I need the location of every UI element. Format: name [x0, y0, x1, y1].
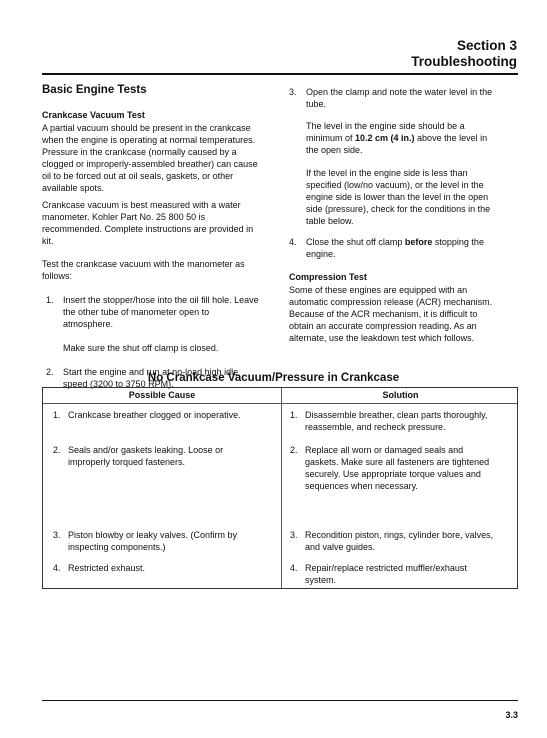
footer-rule — [42, 700, 518, 701]
solution-cell-4: 4. Repair/replace restricted muffler/exhaust system. — [290, 563, 467, 585]
solution-cell-1: 1. Disassemble breather, clean parts thoroughly, reassemble, and recheck pressure. — [290, 410, 488, 432]
page-number: 3.3 — [505, 710, 518, 720]
header-possible-cause: Possible Cause — [128, 390, 196, 400]
cause-cell-2: 2. Seals and/or gaskets leaking. Loose or improperly torqued fasteners. — [53, 445, 224, 467]
cause-cell-4: 4. Restricted exhaust. — [53, 563, 146, 573]
solution-cell-2: 2. Replace all worn or damaged seals and gaskets. Make sure all fasteners are tightened securely. Use appropriate torque values and sequences when necessary. — [290, 445, 490, 491]
step-1-note: Make sure the shut off clamp is closed. — [63, 343, 219, 353]
troubleshooting-table — [42, 387, 518, 589]
section-number: Section 3 — [456, 38, 517, 53]
step-3-low-level-note: If the level in the engine side is less than specified (low/no vacuum), or the level in the engine side is lower than the level in the open side (pressure), check for the conditions in the table below. — [306, 168, 491, 226]
paragraph-test-intro: Test the crankcase vacuum with the manometer as follows: — [42, 259, 245, 281]
step-3-level-note: The level in the engine side should be a minimum of 10.2 cm (4 in.) above the level in the open side. — [306, 121, 488, 155]
step-4: 4. Close the shut off clamp before stopping the engine. — [289, 237, 484, 259]
solution-cell-3: 3. Recondition piston, rings, cylinder bore, valves, and valve guides. — [290, 530, 494, 552]
step-2: 2. Start the engine and run at no-load high idle speed (3200 to 3750 RPM). — [46, 367, 239, 389]
subheading-compression-test: Compression Test — [289, 272, 367, 282]
column-divider — [281, 388, 282, 588]
header-rule — [42, 73, 518, 75]
step-1: 1. Insert the stopper/hose into the oil fill hole. Leave the other tube of manometer open to atmosphere. — [46, 295, 259, 329]
section-name: Troubleshooting — [411, 54, 517, 69]
paragraph-compression: Some of these engines are equipped with an automatic compression release (ACR) mechanism. Because of the ACR mechanism, it is difficult to obtain an accurate compression reading. As an alternate, use the leakdown test which follows. — [289, 285, 493, 343]
table-title: No Crankcase Vacuum/Pressure in Crankcase — [147, 372, 400, 384]
heading-basic-engine-tests: Basic Engine Tests — [42, 84, 147, 96]
step-3: 3. Open the clamp and note the water level in the tube. — [289, 87, 493, 109]
paragraph-partial-vacuum: A partial vacuum should be present in the crankcase when the engine is operating at normal temperatures. Pressure in the crankcase (normally caused by a clogged or improperly-assembled breather) can cause oil to be forced out at oil seals, gaskets, or other available spots. — [42, 123, 258, 193]
cause-cell-3: 3. Piston blowby or leaky valves. (Confirm by inspecting components.) — [53, 530, 238, 552]
paragraph-manometer: Crankcase vacuum is best measured with a water manometer. Kohler Part No. 25 800 50 is recommended. Complete instructions are provided in kit. — [42, 200, 254, 246]
subheading-crankcase-vacuum-test: Crankcase Vacuum Test — [42, 110, 145, 120]
header-divider — [43, 403, 517, 404]
header-solution: Solution — [382, 390, 419, 400]
cause-cell-1: 1. Crankcase breather clogged or inoperative. — [53, 410, 241, 420]
